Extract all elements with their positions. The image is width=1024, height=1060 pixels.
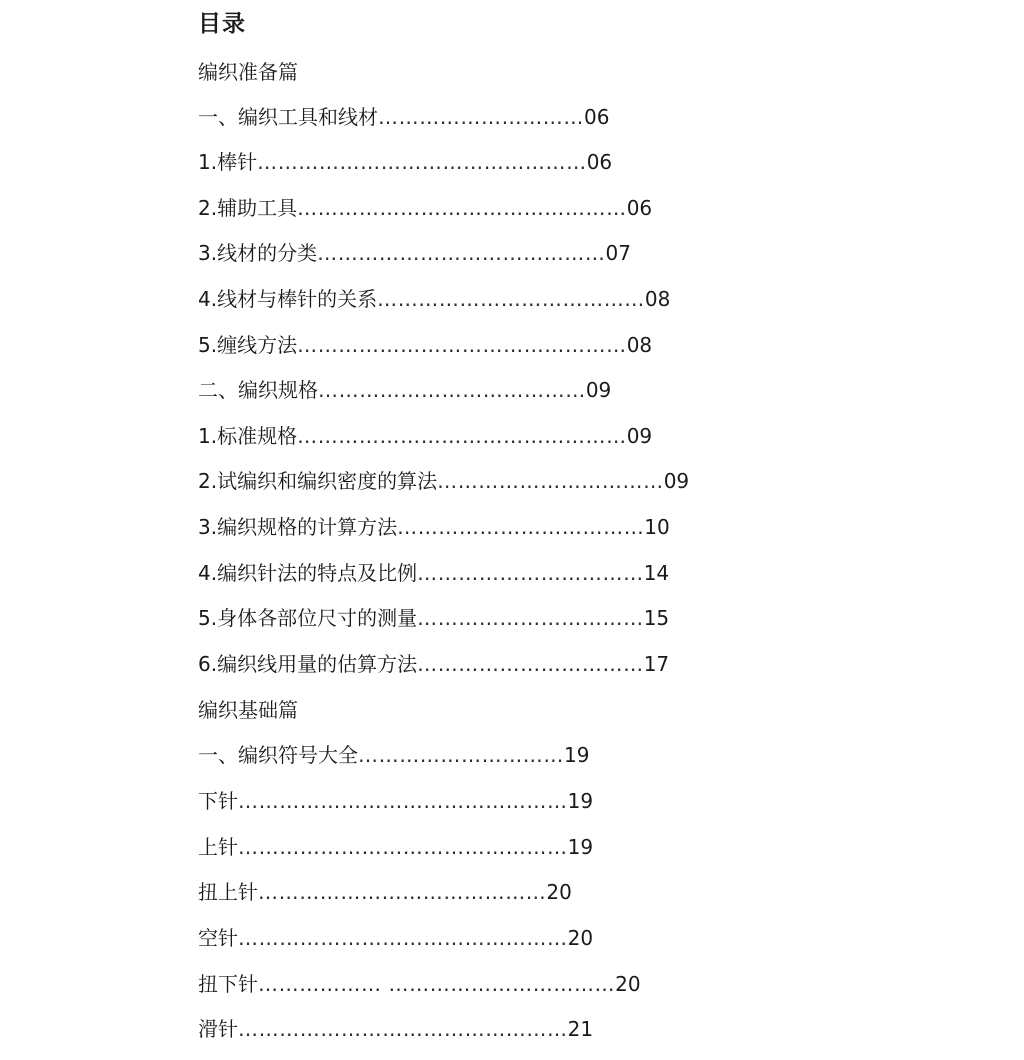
toc-leader-dots: ………………………………………… — [297, 424, 627, 448]
toc-entry-label: 5.身体各部位尺寸的测量 — [198, 606, 418, 630]
toc-entry-label: 二、编织规格 — [198, 378, 318, 402]
toc-page-number: 06 — [584, 105, 610, 129]
toc-page-number: 17 — [643, 652, 670, 676]
toc-entry[interactable] — [198, 1014, 593, 1044]
toc-leader-dots: …………………………………… — [258, 880, 547, 904]
toc-entry[interactable] — [198, 512, 670, 542]
toc-entry-label: 扭上针 — [198, 880, 258, 904]
toc-entry-label: 一、编织工具和线材 — [198, 105, 378, 129]
toc-entry[interactable] — [198, 375, 611, 405]
toc-entry-label: 4.线材与棒针的关系 — [198, 287, 378, 311]
toc-entry-label: 6.编织线用量的估算方法 — [198, 652, 418, 676]
toc-page-number: 19 — [567, 789, 594, 813]
toc-entry[interactable] — [198, 923, 593, 953]
toc-entry-label: 2.辅助工具 — [198, 196, 298, 220]
toc-entry[interactable] — [198, 740, 589, 770]
toc-page-number: 15 — [643, 606, 670, 630]
toc-entry[interactable] — [198, 421, 652, 451]
toc-page-number: 07 — [605, 241, 631, 265]
toc-entry[interactable] — [198, 969, 641, 999]
toc-leader-dots: ………………………………………… — [238, 926, 568, 950]
toc-page-number: 06 — [626, 196, 653, 220]
toc-entry-label: 3.线材的分类 — [198, 241, 318, 265]
toc-leader-dots: ………………………………………… — [238, 789, 568, 813]
toc-entry[interactable] — [198, 832, 593, 862]
toc-leader-dots: ………………………………………… — [238, 835, 568, 859]
toc-leader-dots: ………………………………………… — [297, 333, 627, 357]
toc-entry-label: 空针 — [198, 926, 238, 950]
toc-entry[interactable] — [198, 877, 572, 907]
toc-entry-label: 上针 — [198, 835, 238, 859]
toc-leader-dots: ………………………………… — [318, 378, 586, 402]
toc-entry-label: 编织基础篇 — [198, 698, 298, 722]
toc-entry[interactable] — [198, 466, 689, 496]
toc-page-number: 10 — [644, 515, 670, 539]
toc-entry[interactable] — [198, 558, 669, 588]
toc-entry-label: 编织准备篇 — [198, 60, 298, 84]
toc-leader-dots: ………………………………………… — [238, 1017, 568, 1041]
toc-leader-dots: …………………………………… — [317, 241, 606, 265]
toc-page-number: 20 — [546, 880, 572, 904]
toc-leader-dots: …………………………… — [417, 561, 644, 585]
toc-leader-dots: ………………………………………… — [297, 196, 627, 220]
toc-entry-label: 下针 — [198, 789, 238, 813]
toc-page-number: 14 — [643, 561, 670, 585]
toc-page-number: 09 — [585, 378, 612, 402]
toc-entry-label: 2.试编织和编织密度的算法 — [198, 469, 438, 493]
toc-entry-label: 1.标准规格 — [198, 424, 298, 448]
toc-entry[interactable] — [198, 786, 593, 816]
toc-leader-dots: ………………………………… — [377, 287, 645, 311]
toc-leader-dots: ………………………… — [378, 105, 584, 129]
toc-entry-label: 4.编织针法的特点及比例 — [198, 561, 418, 585]
toc-page-number: 20 — [567, 926, 594, 950]
toc-entry[interactable] — [198, 238, 631, 268]
toc-entry-label: 滑针 — [198, 1017, 238, 1041]
toc-entry[interactable] — [198, 695, 298, 725]
toc-leader-dots: ………………………………………… — [257, 150, 587, 174]
toc-leader-dots: …………………………… — [417, 606, 644, 630]
toc-page-number: 19 — [567, 835, 594, 859]
toc-entry-label: 一、编织符号大全 — [198, 743, 358, 767]
toc-page-number: 09 — [663, 469, 690, 493]
toc-entry[interactable] — [198, 193, 652, 223]
toc-entry[interactable] — [198, 284, 670, 314]
toc-entry-label: 5.缠线方法 — [198, 333, 298, 357]
toc-leader-dots: ………………………… — [358, 743, 564, 767]
toc-page-number: 20 — [615, 972, 641, 996]
toc-page-number: 19 — [564, 743, 590, 767]
toc-entry-label: 3.编织规格的计算方法 — [198, 515, 398, 539]
toc-entry[interactable] — [198, 57, 298, 87]
toc-page-number: 21 — [567, 1017, 594, 1041]
toc-leader-dots: …………………………… — [417, 652, 644, 676]
toc-leader-dots: ……………………………… — [397, 515, 645, 539]
toc-entry[interactable] — [198, 147, 612, 177]
toc-entry[interactable] — [198, 102, 609, 132]
toc-leader-dots: …………………………… — [437, 469, 664, 493]
toc-page-number: 06 — [586, 150, 613, 174]
toc-entry-label: 扭下针 — [198, 972, 258, 996]
toc-page-number: 09 — [626, 424, 653, 448]
toc-entry[interactable] — [198, 603, 669, 633]
toc-leader-dots: ……………… …………………………… — [258, 972, 616, 996]
toc-entry[interactable] — [198, 649, 669, 679]
toc-page-number: 08 — [626, 333, 653, 357]
toc-entry-label: 1.棒针 — [198, 150, 258, 174]
toc-entry[interactable] — [198, 330, 652, 360]
toc-page-number: 08 — [644, 287, 671, 311]
toc-title: 目录 — [198, 11, 246, 37]
